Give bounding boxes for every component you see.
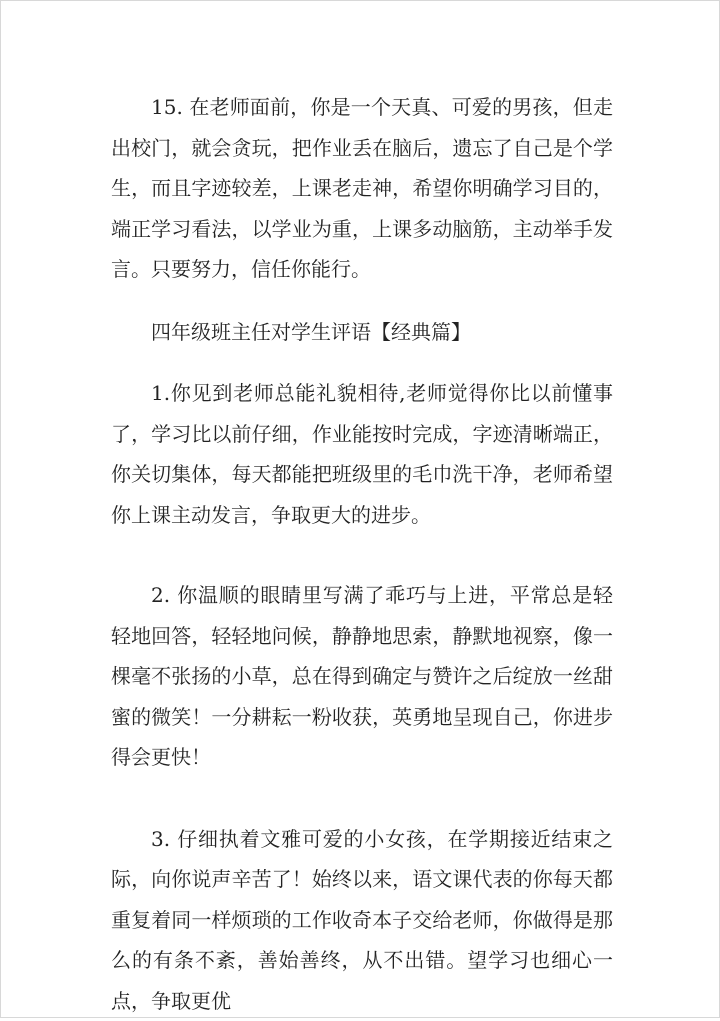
section-heading: 四年级班主任对学生评语【经典篇】 xyxy=(111,312,613,353)
paragraph-comment-15: 15. 在老师面前，你是一个天真、可爱的男孩，但走出校门，就会贪玩，把作业丢在脑后，遗忘了自己是个学生，而且字迹较差，上课老走神，希望你明确学习目的，端正学习看法，以学业为重，上课多动脑筋，主动举手发言。只要努力，信任你能行。 xyxy=(111,87,613,290)
paragraph-comment-2: 2. 你温顺的眼睛里写满了乖巧与上进，平常总是轻轻地回答，轻轻地问候，静静地思索，静默地视察，像一棵毫不张扬的小草，总在得到确定与赞许之后绽放一丝甜蜜的微笑！一分耕耘一粉收获，英勇地呈现自己，你进步得会更快！ xyxy=(111,575,613,778)
paragraph-comment-1: 1.你见到老师总能礼貌相待,老师觉得你比以前懂事了，学习比以前仔细，作业能按时完成，字迹清晰端正，你关切集体，每天都能把班级里的毛巾洗干净，老师希望你上课主动发言，争取更大的进步。 xyxy=(111,373,613,535)
document-body xyxy=(111,87,613,1021)
paragraph-comment-3: 3. 仔细执着文雅可爱的小女孩，在学期接近结束之际，向你说声辛苦了！始终以来，语文课代表的你每天都重复着同一样烦琐的工作收奇本子交给老师，你做得是那么的有条不紊，善始善终，从不出错。望学习也细心一点，争取更优 xyxy=(111,819,613,1021)
